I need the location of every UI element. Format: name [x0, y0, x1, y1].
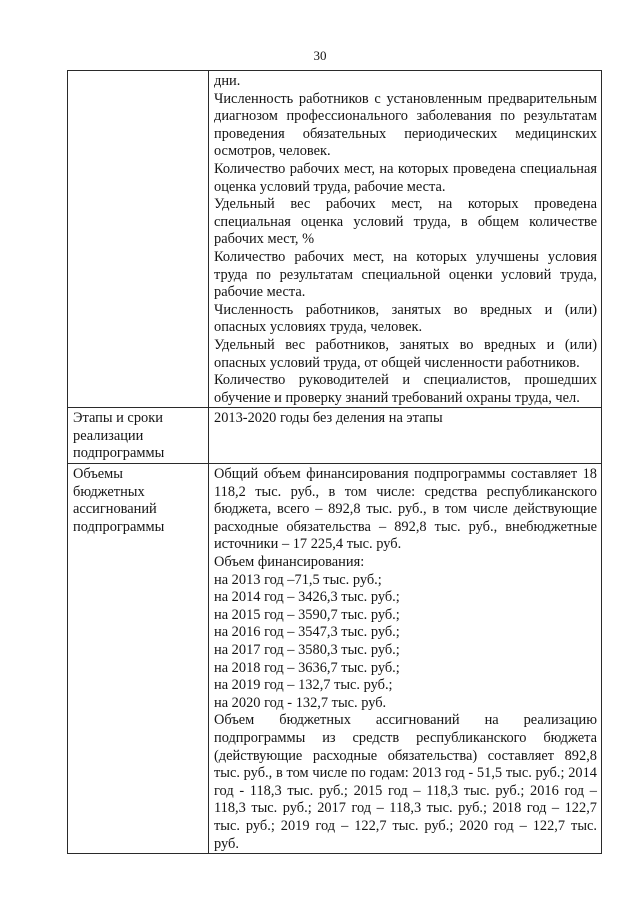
funding-year-line: на 2018 год – 3636,7 тыс. руб.;	[214, 659, 400, 676]
funding-by-year-heading: Объем финансирования:	[214, 554, 365, 571]
table-row-indicators	[68, 71, 602, 408]
indicator-paragraph: Удельный вес работников, занятых во вредных и (или) опасных условий труда, от общей численности работников.	[214, 336, 597, 371]
funding-label-line: Объемы	[73, 466, 123, 483]
funding-year-line: на 2019 год – 132,7 тыс. руб.;	[214, 677, 393, 694]
indicators-content-cell	[209, 71, 602, 408]
budget-allocation-paragraph: Объем бюджетных ассигнований на реализацию подпрограммы из средств республиканского бюджета (действующие расходные обязательства) составляет 892,8 тыс. руб., в том числе по годам: 2013 год - 51,5 тыс. руб.; 2014 год - 118,3 тыс. руб.; 2015 год – 118,3 тыс. руб.; 2016 год – 118,3 тыс. руб.; 2017 год – 118,3 тыс. руб.; 2018 год – 122,7 тыс. руб.; 2019 год – 122,7 тыс. руб.; 2020 год – 122,7 тыс. руб.	[214, 712, 597, 852]
funding-label-line: подпрограммы	[73, 518, 165, 535]
indicator-paragraph: Количество рабочих мест, на которых улучшены условия труда по результатам специальной оценки условий труда, рабочие места.	[214, 248, 597, 301]
funding-year-line: на 2014 год – 3426,3 тыс. руб.;	[214, 589, 400, 606]
funding-summary: Общий объем финансирования подпрограммы составляет 18 118,2 тыс. руб., в том числе: средства республиканского бюджета, всего – 892,8 тыс. руб., в том числе действующие расходные обязательства – 892,8 тыс. руб., внебюджетные источники – 17 225,4 тыс. руб.	[214, 466, 597, 553]
stages-label-line: подпрограммы	[73, 445, 165, 462]
stages-label-line: Этапы и сроки	[73, 410, 163, 427]
funding-label-cell	[68, 464, 209, 854]
table-row-funding	[68, 464, 602, 854]
funding-content-cell	[209, 464, 602, 854]
funding-year-line: на 2015 год – 3590,7 тыс. руб.;	[214, 606, 400, 623]
indicators-label-cell	[68, 71, 209, 408]
funding-label-line: ассигнований	[73, 501, 157, 518]
indicator-paragraph: дни.	[214, 73, 241, 89]
funding-year-line: на 2013 год –71,5 тыс. руб.;	[214, 571, 382, 588]
stages-text: 2013-2020 годы без деления на этапы	[214, 410, 443, 427]
table-row-stages	[68, 408, 602, 464]
stages-label-cell	[68, 408, 209, 464]
stages-label-line: реализации	[73, 427, 144, 444]
funding-year-line: на 2020 год - 132,7 тыс. руб.	[214, 694, 387, 711]
page-number: 30	[313, 48, 327, 63]
indicator-paragraph: Количество рабочих мест, на которых проведена специальная оценка условий труда, рабочие места.	[214, 160, 597, 195]
indicator-paragraph: Численность работников, занятых во вредных и (или) опасных условиях труда, человек.	[214, 301, 597, 336]
funding-label-line: бюджетных	[73, 483, 145, 500]
stages-content-cell	[209, 408, 602, 464]
funding-year-line: на 2017 год – 3580,3 тыс. руб.;	[214, 642, 400, 658]
indicator-paragraph: Численность работников с установленным предварительным диагнозом профессионального заболевания по результатам проведения обязательных периодических медицинских осмотров, человек.	[214, 90, 597, 160]
subprogram-passport-table	[67, 70, 602, 854]
indicator-paragraph: Количество руководителей и специалистов, прошедших обучение и проверку знаний требований охраны труда, чел.	[214, 372, 597, 406]
funding-year-line: на 2016 год – 3547,3 тыс. руб.;	[214, 624, 400, 641]
indicator-paragraph: Удельный вес рабочих мест, на которых проведена специальная оценка условий труда, в общем количестве рабочих мест, %	[214, 196, 597, 248]
